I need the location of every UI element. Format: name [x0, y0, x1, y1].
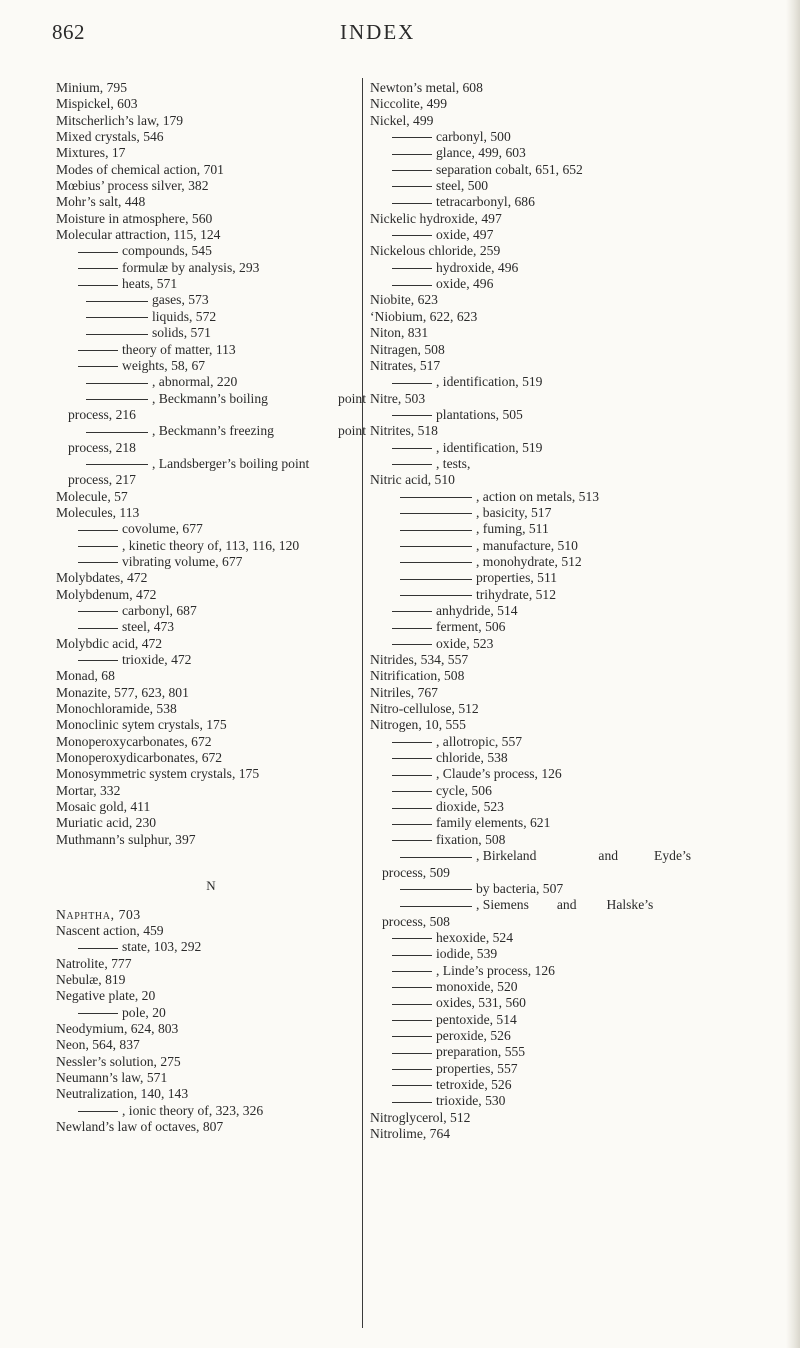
index-entry: Molybdates, 472: [56, 570, 148, 586]
index-entry: Nitro-cellulose, 512: [370, 701, 479, 717]
index-entry: Nebulæ, 819: [56, 971, 126, 987]
index-entry: Muthmann’s sulphur, 397: [56, 831, 196, 847]
index-entry: Nickelous chloride, 259: [370, 243, 501, 259]
index-subentry: trihydrate, 512: [370, 587, 760, 603]
index-subentry: iodide, 539: [370, 946, 760, 962]
index-entry: Nitrites, 518: [370, 423, 438, 439]
index-entry: Minium, 795: [56, 80, 127, 95]
index-entry: Nitrolime, 764: [370, 1126, 451, 1141]
index-subentry: vibrating volume, 677: [56, 554, 366, 570]
index-subentry: carbonyl, 687: [56, 603, 366, 619]
index-subentry: , Beckmann’s boiling point: [56, 391, 366, 407]
index-entry: Natrolite, 777: [56, 955, 132, 971]
index-subentry: pole, 20: [56, 1005, 366, 1021]
index-entry: Monochloramide, 538: [56, 701, 177, 717]
index-entry: Naphtha, 703: [56, 906, 141, 922]
index-entry: Niton, 831: [370, 325, 429, 341]
index-entry: Neon, 564, 837: [56, 1037, 140, 1053]
index-entry: Negative plate, 20: [56, 988, 156, 1004]
index-entry: Nitriles, 767: [370, 684, 438, 700]
index-subentry: , ionic theory of, 323, 326: [56, 1103, 366, 1119]
index-subentry: , kinetic theory of, 113, 116, 120: [56, 538, 366, 554]
index-entry: Mitscherlich’s law, 179: [56, 112, 184, 128]
index-subentry: pentoxide, 514: [370, 1012, 760, 1028]
index-subentry: , Siemens and Halske’s: [370, 897, 760, 913]
index-subentry: trioxide, 530: [370, 1093, 760, 1109]
index-subentry: oxide, 497: [370, 227, 760, 243]
index-entry: Molecules, 113: [56, 504, 140, 520]
index-subentry: , identification, 519: [370, 440, 760, 456]
index-subentry: trioxide, 472: [56, 652, 366, 668]
index-entry: Molybdenum, 472: [56, 586, 157, 602]
index-entry: Nitrification, 508: [370, 668, 465, 684]
index-entry: Monad, 68: [56, 668, 115, 684]
index-subentry: , identification, 519: [370, 374, 760, 390]
section-letter: N: [206, 878, 216, 894]
index-entry: Mohr’s salt, 448: [56, 194, 146, 210]
index-entry: Newland’s law of octaves, 807: [56, 1118, 224, 1134]
index-subentry: solids, 571: [56, 325, 366, 341]
index-subentry: cycle, 506: [370, 783, 760, 799]
index-subentry: , Claude’s process, 126: [370, 766, 760, 782]
index-entry: Nitrides, 534, 557: [370, 652, 469, 668]
index-entry: Mœbius’ process silver, 382: [56, 178, 209, 194]
index-entry: Modes of chemical action, 701: [56, 161, 224, 177]
index-subentry: , manufacture, 510: [370, 538, 760, 554]
index-entry: Monazite, 577, 623, 801: [56, 684, 189, 700]
index-entry: Nitrates, 517: [370, 357, 441, 373]
index-entry: Niccolite, 499: [370, 96, 448, 112]
index-entry: Mixed crystals, 546: [56, 129, 164, 145]
page-number: 862: [52, 20, 85, 44]
index-subentry: oxide, 523: [370, 636, 760, 652]
index-entry: Nascent action, 459: [56, 922, 164, 938]
index-entry: Monoperoxydicarbonates, 672: [56, 750, 223, 766]
index-subentry: steel, 500: [370, 178, 760, 194]
index-subentry: tetracarbonyl, 686: [370, 194, 760, 210]
index-subentry: , Linde’s process, 126: [370, 963, 760, 979]
index-subentry: hydroxide, 496: [370, 260, 760, 276]
index-entry: Mixtures, 17: [56, 145, 126, 161]
index-subentry: carbonyl, 500: [370, 129, 760, 145]
index-subentry: preparation, 555: [370, 1044, 760, 1060]
page-header: [0, 8, 800, 48]
index-entry: Monoclinic sytem crystals, 175: [56, 717, 227, 733]
index-entry: Neumann’s law, 571: [56, 1069, 168, 1085]
index-subentry: peroxide, 526: [370, 1028, 760, 1044]
index-subentry: properties, 511: [370, 570, 760, 586]
index-subentry: fixation, 508: [370, 832, 760, 848]
index-subentry: , abnormal, 220: [56, 374, 366, 390]
index-entry: Molybdic acid, 472: [56, 635, 163, 651]
index-subentry: formulæ by analysis, 293: [56, 260, 366, 276]
index-subentry: steel, 473: [56, 619, 366, 635]
index-subentry: gases, 573: [56, 292, 366, 308]
index-subentry: compounds, 545: [56, 243, 366, 259]
index-entry: Monosymmetric system crystals, 175: [56, 766, 260, 782]
index-continuation: process, 509: [382, 864, 450, 880]
index-continuation: process, 218: [68, 439, 136, 455]
page-edge: [786, 0, 800, 1348]
index-subentry: monoxide, 520: [370, 979, 760, 995]
index-continuation: process, 508: [382, 913, 450, 929]
index-entry: Nitric acid, 510: [370, 472, 455, 488]
index-subentry: chloride, 538: [370, 750, 760, 766]
index-subentry: properties, 557: [370, 1061, 760, 1077]
index-subentry: heats, 571: [56, 276, 366, 292]
index-entry: Mortar, 332: [56, 782, 121, 798]
index-entry: Mosaic gold, 411: [56, 799, 151, 815]
index-continuation: process, 216: [68, 406, 136, 422]
index-entry: Neodymium, 624, 803: [56, 1020, 179, 1036]
index-subentry: , Birkeland and Eyde’s: [370, 848, 760, 864]
index-subentry: , allotropic, 557: [370, 734, 760, 750]
index-subentry: glance, 499, 603: [370, 145, 760, 161]
index-subentry: covolume, 677: [56, 521, 366, 537]
index-subentry: , tests,: [370, 456, 760, 472]
index-entry: Newton’s metal, 608: [370, 80, 483, 95]
index-entry: Moisture in atmosphere, 560: [56, 210, 213, 226]
index-subentry: , fuming, 511: [370, 521, 760, 537]
index-subentry: hexoxide, 524: [370, 930, 760, 946]
index-entry: ‘Niobium, 622, 623: [370, 308, 478, 324]
index-entry: Molecule, 57: [56, 488, 128, 504]
index-subentry: theory of matter, 113: [56, 342, 366, 358]
index-subentry: , Beckmann’s freezing point: [56, 423, 366, 439]
index-entry: Mispickel, 603: [56, 96, 138, 112]
index-entry: Nitrogen, 10, 555: [370, 717, 466, 733]
index-subentry: separation cobalt, 651, 652: [370, 162, 760, 178]
index-subentry: , monohydrate, 512: [370, 554, 760, 570]
index-subentry: , basicity, 517: [370, 505, 760, 521]
index-entry: Nitroglycerol, 512: [370, 1109, 471, 1125]
index-entry: Molecular attraction, 115, 124: [56, 227, 221, 243]
index-column-right: [370, 80, 760, 1142]
index-continuation: process, 217: [68, 472, 136, 488]
index-subentry: , Landsberger’s boiling point: [56, 456, 366, 472]
index-entry: Nickel, 499: [370, 112, 434, 128]
index-entry: Muriatic acid, 230: [56, 815, 157, 831]
index-subentry: oxides, 531, 560: [370, 995, 760, 1011]
index-subentry: by bacteria, 507: [370, 881, 760, 897]
index-entry: Nitragen, 508: [370, 341, 445, 357]
index-subentry: anhydride, 514: [370, 603, 760, 619]
index-entry: Nessler’s solution, 275: [56, 1053, 181, 1069]
index-entry: Nitre, 503: [370, 390, 426, 406]
index-entry: Niobite, 623: [370, 292, 438, 308]
index-subentry: weights, 58, 67: [56, 358, 366, 374]
index-subentry: liquids, 572: [56, 309, 366, 325]
index-column-left: [56, 80, 366, 1135]
index-subentry: dioxide, 523: [370, 799, 760, 815]
index-entry: Neutralization, 140, 143: [56, 1086, 189, 1102]
running-head: INDEX: [340, 20, 416, 44]
index-entry: Monoperoxycarbonates, 672: [56, 733, 212, 749]
index-subentry: tetroxide, 526: [370, 1077, 760, 1093]
index-subentry: state, 103, 292: [56, 939, 366, 955]
index-subentry: plantations, 505: [370, 407, 760, 423]
index-subentry: family elements, 621: [370, 815, 760, 831]
index-entry: Nickelic hydroxide, 497: [370, 210, 502, 226]
index-subentry: oxide, 496: [370, 276, 760, 292]
index-subentry: ferment, 506: [370, 619, 760, 635]
index-subentry: , action on metals, 513: [370, 489, 760, 505]
